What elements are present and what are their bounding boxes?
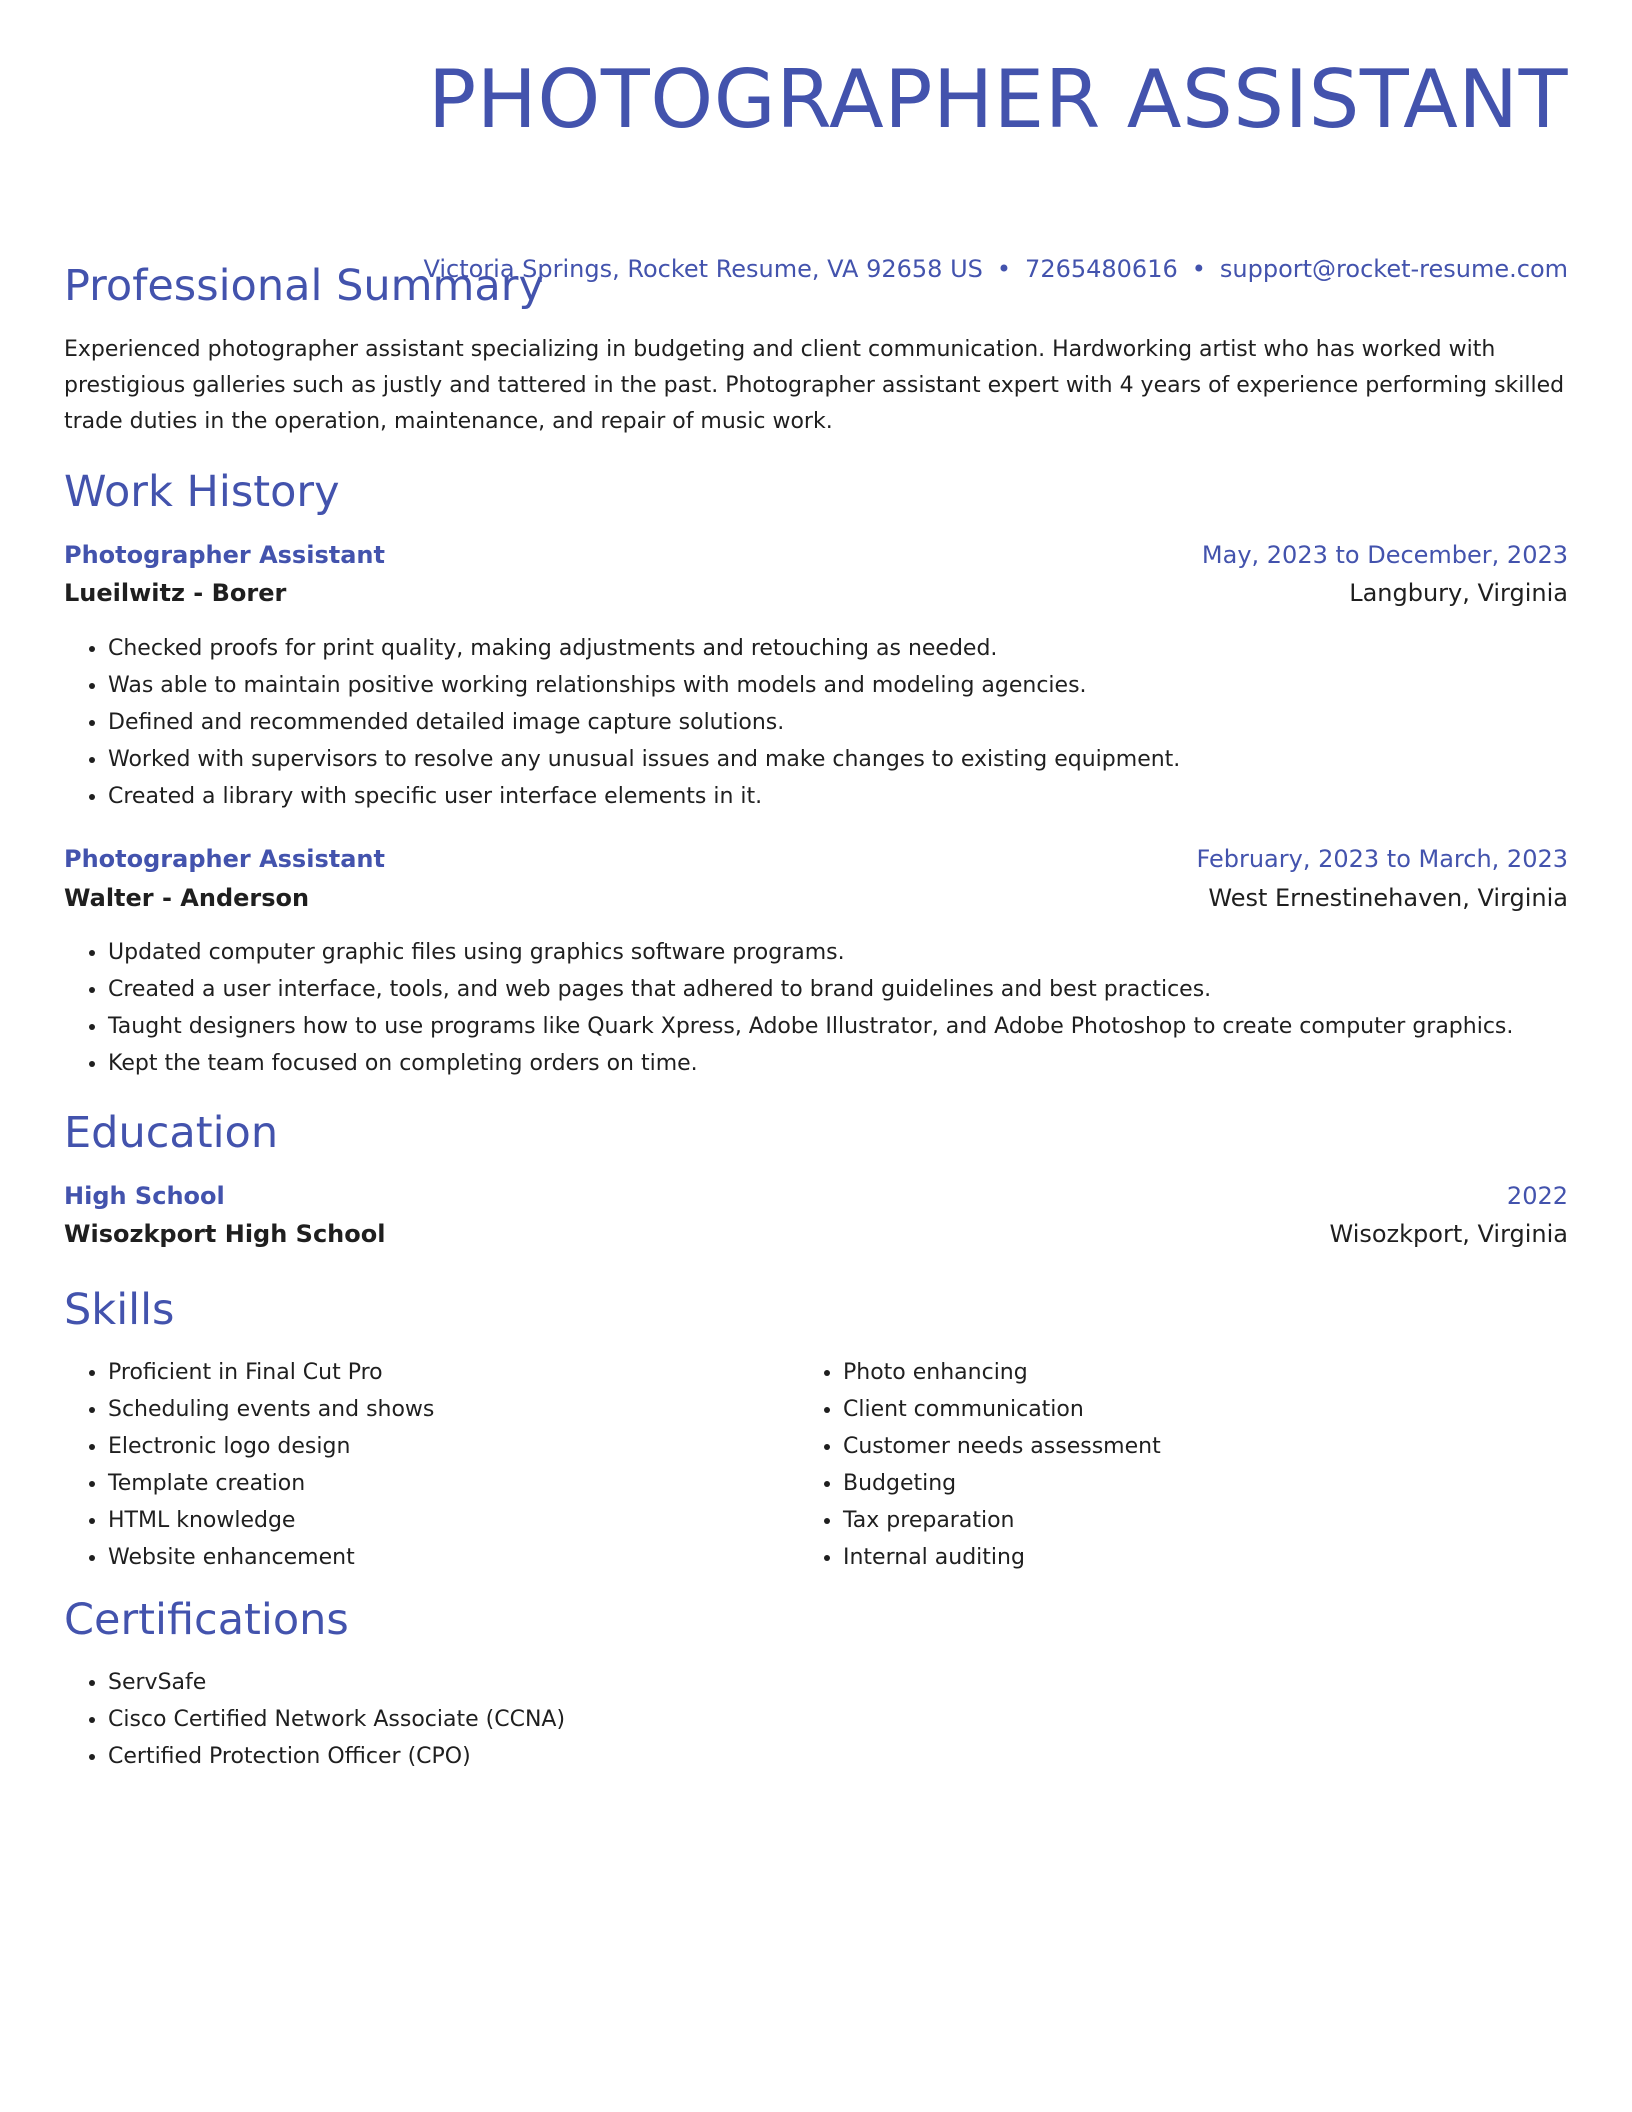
contact-line [423,252,1568,286]
job-1-dates: May, 2023 to December, 2023 [1201,541,1568,569]
contact-separator: • [996,255,1012,283]
list-item: • Template creation [108,1465,798,1502]
contact-separator: • [1191,255,1206,283]
job-2-dates: February, 2023 to March, 2023 [1196,845,1568,873]
list-item: • Customer needs assessment [843,1428,1563,1465]
job-1-subheader [64,575,1568,611]
section-title-summary: Professional Summary [64,261,544,311]
list-item: • Client communication [843,1391,1563,1428]
resume-name: PHOTOGRAPHER ASSISTANT [428,53,1568,146]
list-item: • Created a library with specific user interface elements in it. [108,778,1568,815]
list-item: • HTML knowledge [108,1502,798,1539]
skills-list-right [799,1354,1563,1576]
list-item: • Worked with supervisors to resolve any unusual issues and make changes to existing equipment. [108,741,1568,778]
list-item: • Certified Protection Officer (CPO) [108,1738,1568,1775]
section-title-certifications: Certifications [64,1595,349,1645]
certifications-list [64,1664,1568,1775]
list-item: • Tax preparation [843,1502,1563,1539]
list-item: • Photo enhancing [843,1354,1563,1391]
job-1-role: Photographer Assistant [64,541,385,569]
list-item: • Kept the team focused on completing orders on time. [108,1045,1568,1082]
job-2-header [64,841,1568,877]
list-item: • Cisco Certified Network Associate (CCNA) [108,1701,1568,1738]
education-subheader [64,1216,1568,1252]
job-2-subheader [64,880,1568,916]
job-2-role: Photographer Assistant [64,845,385,873]
list-item: • Taught designers how to use programs like Quark Xpress, Adobe Illustrator, and Adobe Photoshop to create computer graphics. [108,1008,1568,1045]
job-2-bullets [64,934,1568,1082]
job-1-company: Lueilwitz - Borer [64,579,287,607]
job-2-company: Walter - Anderson [64,884,310,912]
section-title-work-history: Work History [64,467,340,517]
list-item: • Created a user interface, tools, and web pages that adhered to brand guidelines and best practices. [108,971,1568,1008]
education-header [64,1178,1568,1214]
list-item: • Budgeting [843,1465,1563,1502]
contact-email: support@rocket-resume.com [1219,255,1568,283]
job-1-bullets [64,630,1568,815]
education-degree: High School [64,1182,225,1210]
list-item: • Defined and recommended detailed image capture solutions. [108,704,1568,741]
list-item: • Website enhancement [108,1539,798,1576]
list-item: • Scheduling events and shows [108,1391,798,1428]
list-item: • Electronic logo design [108,1428,798,1465]
skills-list-left [64,1354,798,1576]
summary-text: Experienced photographer assistant specializing in budgeting and client communication. Hardworking artist who has worked with prestigious galleries such as justly and tattered in the past. Photographer assistant expert with 4 years of experience performing skilled trade duties in the operation, maintenance, and repair of music work. [64,337,1565,434]
job-2-location: West Ernestinehaven, Virginia [1208,884,1568,912]
list-item: • Was able to maintain positive working relationships with models and modeling agencies. [108,667,1568,704]
education-location: Wisozkport, Virginia [1329,1220,1568,1248]
list-item: • ServSafe [108,1664,1568,1701]
job-1-header [64,537,1568,573]
list-item: • Updated computer graphic files using graphics software programs. [108,934,1568,971]
list-item: • Internal auditing [843,1539,1563,1576]
contact-address: Victoria Springs, Rocket Resume, VA 92658 US [423,255,983,283]
contact-phone: 7265480616 [1025,255,1178,283]
list-item: • Proficient in Final Cut Pro [108,1354,798,1391]
section-title-skills: Skills [64,1285,175,1335]
education-year: 2022 [1506,1182,1568,1210]
list-item: • Checked proofs for print quality, making adjustments and retouching as needed. [108,630,1568,667]
job-1-location: Langbury, Virginia [1349,579,1568,607]
education-school: Wisozkport High School [64,1220,386,1248]
section-title-education: Education [64,1108,279,1158]
